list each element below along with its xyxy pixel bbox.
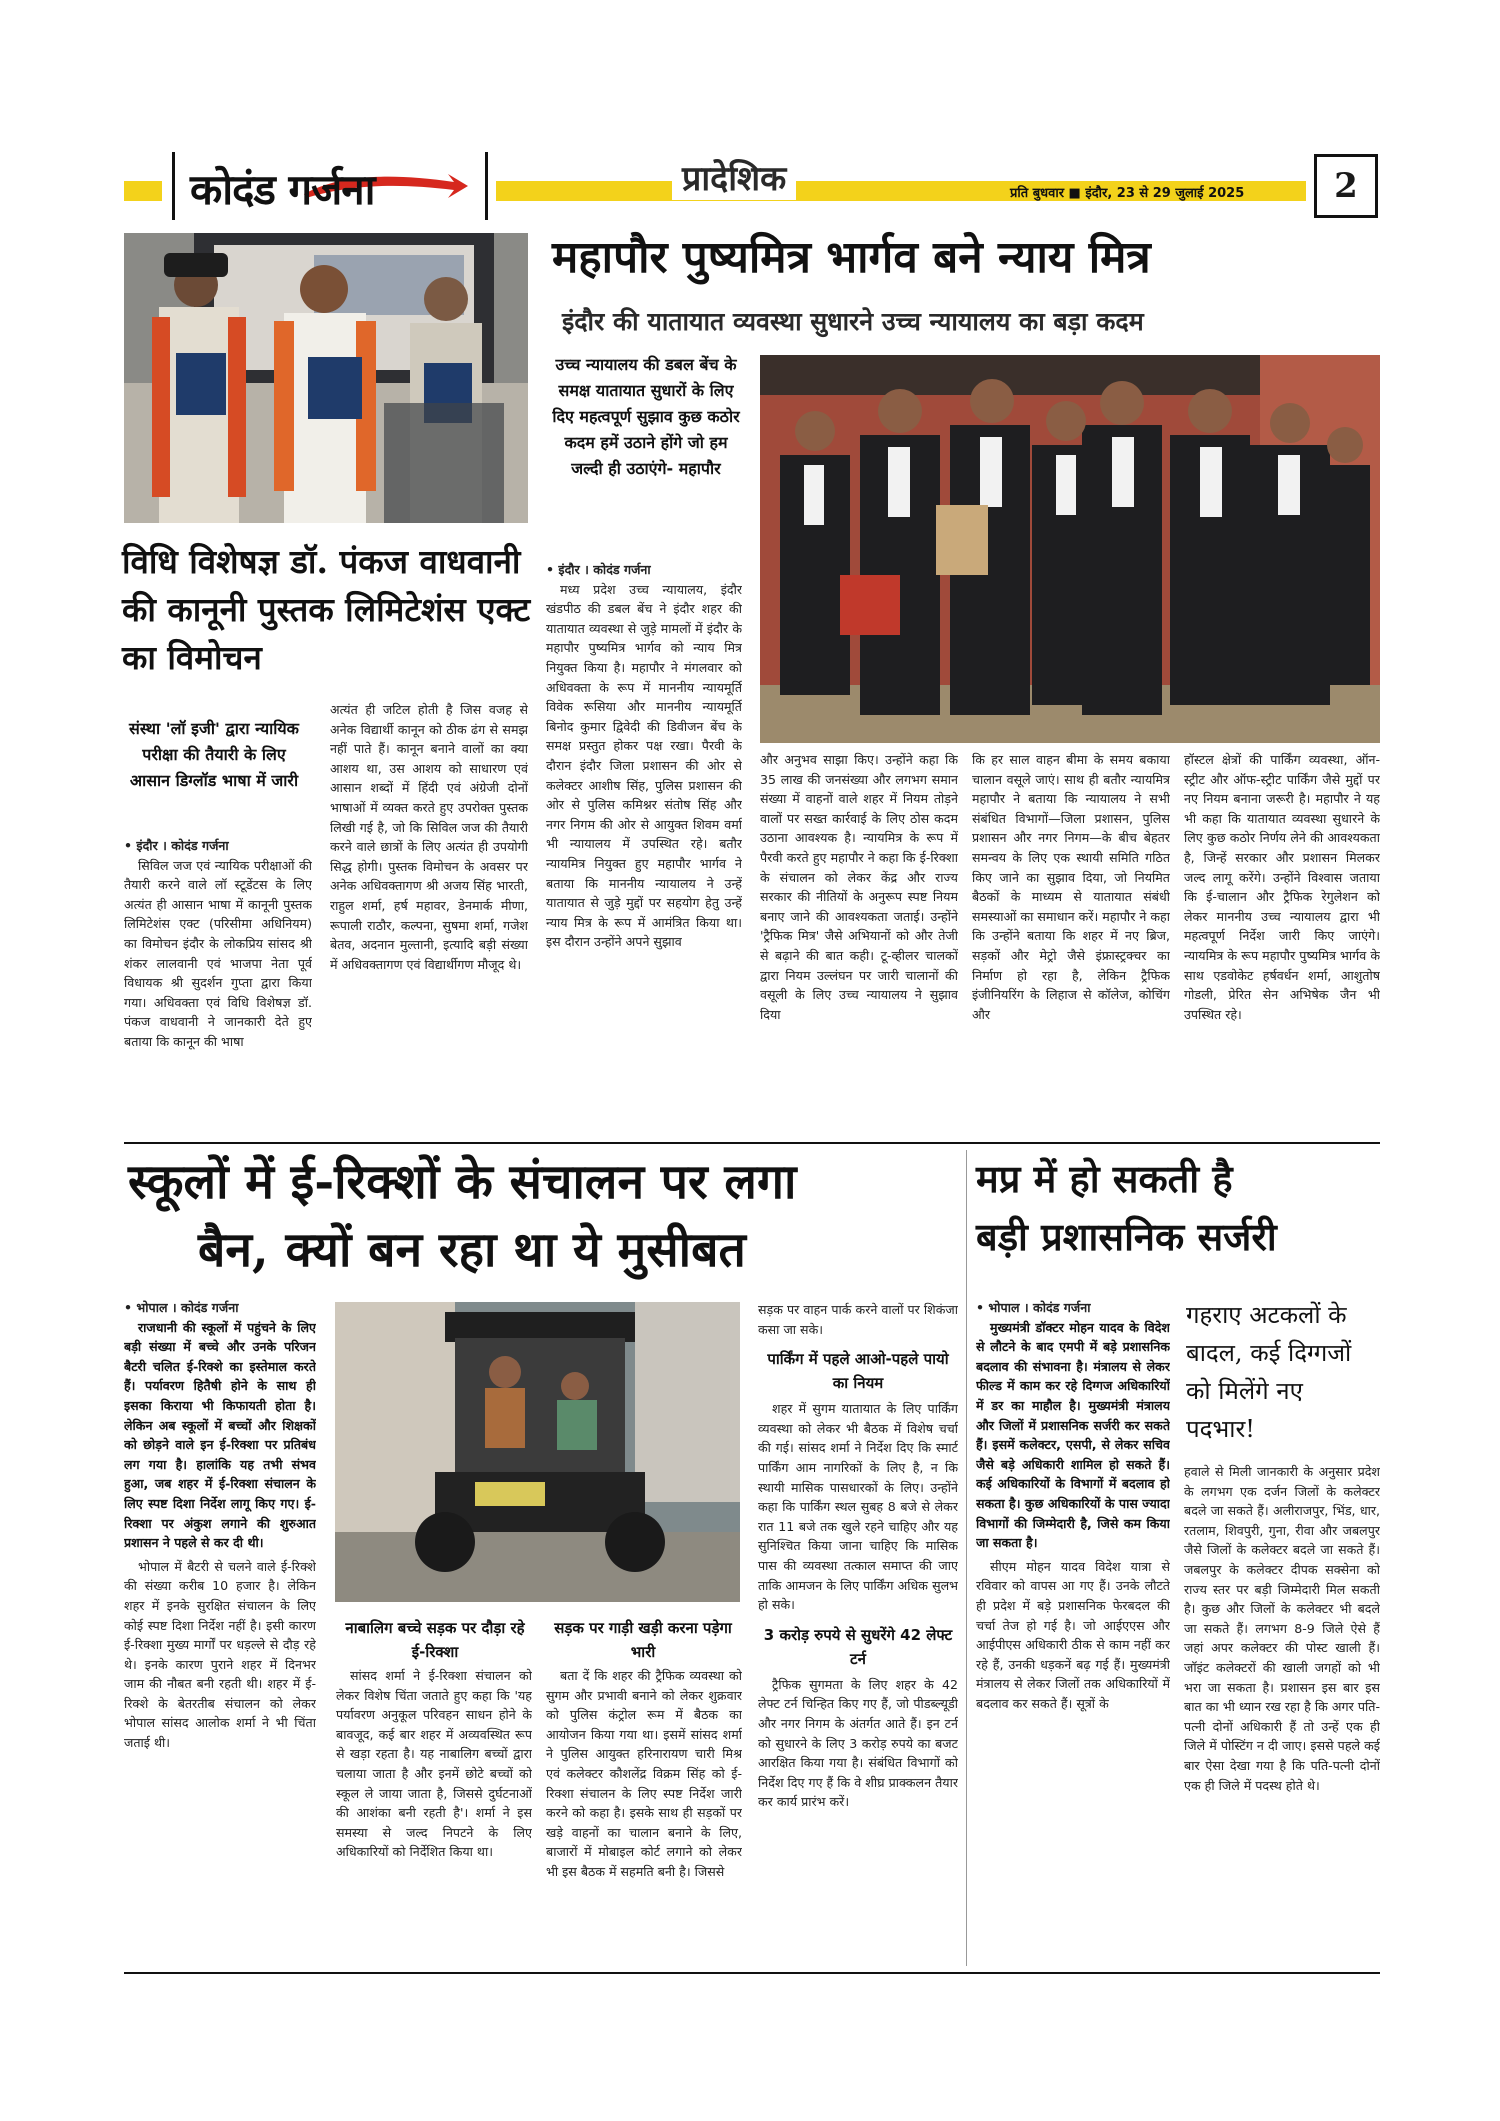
erickshaw-sub-5: 3 करोड़ रुपये से सुधरेंगे 42 लेफ्ट टर्न xyxy=(763,1625,953,1668)
mayor-text-4: हॉस्टल क्षेत्रों की पार्किंग व्यवस्था, ऑन-स्ट्रीट और ऑफ-स्ट्रीट पार्किंग जैसे मुद्दों पर नए नियम बनाना जरूरी है। महापौर ने यह भी कहा कि यातायात व्यवस्था सुधारने के लिए कुछ कठोर निर्णय लेने की आवश्यकता है, जिन्हें सरकार और प्रशासन मिलकर जल्द लागू करेंगे। उन्होंने विश्वास जताया कि ई-चालान और ट्रैफिक रेगुलेशन को लेकर माननीय उच्च न्यायालय द्वारा भी महत्वपूर्ण निर्देश जारी किए जाएंगे। न्यायमित्र के रूप महापौर पुष्यमित्र भार्गव के साथ एडवोकेट हर्षवर्धन शर्मा, आशुतोष गोडली, प्रेरित सेन अभिषेक जैन भी उपस्थित रहे। xyxy=(1184,752,1380,1022)
masthead-divider-right xyxy=(485,152,488,220)
mayor-lawyers-photo xyxy=(760,355,1380,743)
page-number-box xyxy=(1314,154,1378,218)
erickshaw-text-4b: शहर में सुगम यातायात के लिए पार्किंग व्यवस्था को लेकर भी बैठक में विशेष चर्चा की गई। सांसद शर्मा ने निर्देश दिए कि स्मार्ट पार्किंग आम नागरिकों के लिए है, न कि स्थायी मासिक पासधारकों के लिए। उन्होंने कहा कि पार्किंग स्थल सुबह 8 बजे से लेकर रात 11 बजे तक खुले रहने चाहिए और यह सुनिश्चित किया जाना चाहिए कि मासिक पास की व्यवस्था तत्काल समाप्त की जाए ताकि आमजन के लिए पार्किंग अधिक सुलभ हो सके। xyxy=(758,1401,958,1613)
surgery-column-2 xyxy=(1184,1462,1380,1964)
bottom-rule xyxy=(124,1972,1380,1974)
mayor-deck: उच्च न्यायालय की डबल बेंच के समक्ष यातायात सुधारों के लिए दिए महत्वपूर्ण सुझाव कुछ कठोर कदम हमें उठाने होंगे जो हम जल्दी ही उठाएंगे- महापौर xyxy=(552,355,740,478)
logo-text: कोदंड गर्जना xyxy=(190,165,375,214)
vidhi-subhead: संस्था 'लॉ इजी' द्वारा न्यायिक परीक्षा की तैयारी के लिए आसान डिग्लॉड भाषा में जारी xyxy=(129,719,299,790)
mayor-column-4 xyxy=(1184,750,1380,1132)
vidhi-column-2 xyxy=(330,700,528,1136)
surgery-headline-2: बड़ी प्रशासनिक सर्जरी xyxy=(976,1214,1277,1259)
mayor-dateline: • इंदौर । कोदंड गर्जना xyxy=(546,562,651,577)
issue-info: प्रति बुधवार ■ इंदौर, 23 से 29 जुलाई 2025 xyxy=(1010,186,1245,201)
erickshaw-sub-3: सड़क पर गाड़ी खड़ी करना पड़ेगा भारी xyxy=(554,1619,732,1661)
section-title: प्रादेशिक xyxy=(672,154,796,200)
vidhi-text-2: अत्यंत ही जटिल होती है जिस वजह से अनेक विद्यार्थी कानून को ठीक ढंग से समझ नहीं पाते हैं। कानून बनाने वालों का क्या आशय था, उस आशय को साधारण एवं आसान शब्दों में हिंदी एवं अंग्रेजी दोनों भाषाओं में व्यक्त करते हुए उपरोक्त पुस्तक लिखी गई है, जो कि सिविल जज की तैयारी करने वाले छात्रों के लिए अत्यंत ही उपयोगी सिद्ध होगी। पुस्तक विमोचन के अवसर पर अनेक अधिवक्तागण श्री अजय सिंह भारती, राहुल शर्मा, हर्ष महावर, डेनमार्क मीणा, रूपाली राठौर, कल्पना, सुषमा शर्मा, गजेश बेतव, अदनान मुल्तानी, इत्यादि बड़ी संख्या में अधिवक्तागण एवं विद्यार्थीगण मौजूद थे। xyxy=(330,702,528,972)
surgery-column-1 xyxy=(976,1298,1170,1964)
mayor-text-3: कि हर साल वाहन बीमा के समय बकाया चालान वसूले जाएं। साथ ही बतौर न्यायमित्र महापौर ने बताया कि न्यायालय ने सभी संबंधित विभागों—जिला प्रशासन, पुलिस प्रशासन और नगर निगम—के बीच बेहतर समन्वय के लिए एक स्थायी समिति गठित किए जाने का सुझाव दिया, जो नियमित बैठकों के माध्यम से यातायात संबंधी समस्याओं का समाधान करें। महापौर ने कहा कि उन्होंने बताया कि शहर में नए ब्रिज, सड़कों और मेट्रो जैसे इंफ्रास्ट्रक्चर का निर्माण हो रहा है, लेकिन ट्रैफिक इंजीनियरिंग के लिहाज से कॉलेज, कोचिंग और xyxy=(972,752,1170,1022)
erickshaw-photo xyxy=(335,1302,740,1602)
vidhi-column-1 xyxy=(124,836,312,1136)
mayor-text-2: और अनुभव साझा किए। उन्होंने कहा कि 35 लाख की जनसंख्या और लगभग समान संख्या में वाहनों वाले शहर में नियम तोड़ने वालों पर सख्त कार्रवाई के लिए ठोस कदम उठाना आवश्यक है। न्यायमित्र के रूप में पैरवी करते हुए महापौर ने कहा कि ई-रिक्शा के संचालन को लेकर केंद्र और राज्य सरकार की नीतियों के अनुरूप स्पष्ट नियम बनाए जाने की आवश्यकता जताई। उन्होंने 'ट्रैफिक मित्र' जैसे अभियानों को और तेजी से बढ़ाने की बात कही। टू-व्हीलर चालकों द्वारा नियम उल्लंघन पर जारी चालानों की वसूली के लिए उच्च न्यायालय ने सुझाव दिया xyxy=(760,752,958,1022)
erickshaw-lead-column xyxy=(124,1298,316,1958)
masthead-left-bar xyxy=(124,181,162,201)
mayor-text-1: मध्य प्रदेश उच्च न्यायालय, इंदौर खंडपीठ की डबल बेंच ने इंदौर शहर की यातायात व्यवस्था से जुड़े मामलों में इंदौर के महापौर पुष्यमित्र भार्गव को न्याय मित्र नियुक्त किया है। महापौर ने मंगलवार को अधिवक्ता के रूप में माननीय न्यायमूर्ति विवेक रूसिया और माननीय न्यायमूर्ति बिनोद कुमार द्विवेदी की डिवीजन बेंच के समक्ष प्रस्तुत होकर पक्ष रखा। पैरवी के दौरान इंदौर जिला प्रशासन की ओर से कलेक्टर आशीष सिंह, पुलिस प्रशासन की ओर से पुलिस कमिश्नर संतोष सिंह और नगर निगम की ओर से आयुक्त शिवम वर्मा भी न्यायालय में उपस्थित रहे। बतौर न्यायमित्र नियुक्त हुए महापौर भार्गव ने बताया कि माननीय न्यायालय ने उन्हें यातायात से जुड़े मुद्दों पर सहयोग हेतु उन्हें न्याय मित्र के रूप में आमंत्रित किया था। इस दौरान उन्होंने अपने सुझाव xyxy=(546,581,742,950)
erickshaw-text-4a: सड़क पर वाहन पार्क करने वालों पर शिकंजा कसा जा सके। xyxy=(758,1302,958,1337)
vidhi-dateline: • इंदौर । कोदंड गर्जना xyxy=(124,838,229,853)
surgery-lead: मुख्यमंत्री डॉक्टर मोहन यादव के विदेश से लौटने के बाद एमपी में बड़े प्रशासनिक बदलाव की संभावना है। मंत्रालय से लेकर फील्ड में काम कर रहे दिग्गज अधिकारियों में डर का माहौल है। मुख्यमंत्री मंत्रालय और जिलों में प्रशासनिक सर्जरी कर सकते हैं। इसमें कलेक्टर, एसपी, से लेकर सचिव जैसे बड़े अधिकारी शामिल हो सकते हैं। कई अधिकारियों के विभागों में बदलाव हो सकता है। कुछ अधिकारियों के पास ज्यादा विभागों की जिम्मेदारी है, जिसे कम किया जा सकता है। xyxy=(976,1319,1170,1551)
erickshaw-lead: राजधानी की स्कूलों में पहुंचने के लिए बड़ी संख्या में बच्चे और उनके परिजन बैटरी चलित ई-रिक्शे का इस्तेमाल करते हैं। पर्यावरण हितैषी होने के साथ ही इसका किराया भी किफायती होता है। लेकिन अब स्कूलों में बच्चों और शिक्षकों को छोड़ने वाले इन ई-रिक्शा पर प्रतिबंध लग गया है। हालांकि यह तभी संभव हुआ, जब शहर में ई-रिक्शा संचालन के लिए स्पष्ट दिशा निर्देश लागू किए गए। ई-रिक्शा पर अंकुश लगाने की शुरुआत प्रशासन ने पहले से कर दी थी। xyxy=(124,1319,316,1551)
erickshaw-dateline: • भोपाल । कोदंड गर्जना xyxy=(124,1300,239,1315)
erickshaw-text-4c: ट्रैफिक सुगमता के लिए शहर के 42 लेफ्ट टर्न चिन्हित किए गए हैं, जो पीडब्ल्यूडी और नगर निगम के अंतर्गत आते हैं। इन टर्न को सुधारने के लिए 3 करोड़ रुपये का बजट आरक्षित किया गया है। संबंधित विभागों को निर्देश दिए गए हैं कि वे शीघ्र प्राक्कलन तैयार कर कार्य प्रारंभ करें। xyxy=(758,1676,958,1810)
erickshaw-text-2: सांसद शर्मा ने ई-रिक्शा संचालन को लेकर विशेष चिंता जताते हुए कहा कि 'यह पर्यावरण अनुकूल परिवहन साधन होने के बावजूद, कई बार शहर में अव्यवस्थित रूप से खड़ा रहता है। यह नाबालिग बच्चों द्वारा चलाया जाता है और इनमें छोटे बच्चों को स्कूल ले जाया जाता है, जिससे दुर्घटनाओं की आशंका बनी रहती है'। शर्मा ने इस समस्या से जल्द निपटने के लिए अधिकारियों को निर्देशित किया था। xyxy=(336,1668,532,1860)
surgery-dateline: • भोपाल । कोदंड गर्जना xyxy=(976,1300,1091,1315)
surgery-text-1: सीएम मोहन यादव विदेश यात्रा से रविवार को वापस आ गए हैं। उनके लौटते ही प्रदेश में बड़े प्रशासनिक फेरबदल की चर्चा तेज हो गई है। जो आईएएस और आईपीएस अधिकारी ठीक से काम नहीं कर रहे हैं, उनकी धड़कनें बढ़ गई हैं। मुख्यमंत्री मंत्रालय से लेकर जिलों तक अधिकारियों में बदलाव कर सकते हैं। सूत्रों के xyxy=(976,1558,1170,1711)
mayor-column-3 xyxy=(972,750,1170,1132)
book-launch-photo xyxy=(124,233,528,523)
mayor-headline: महापौर पुष्यमित्र भार्गव बने न्याय मित्र xyxy=(552,232,1151,283)
erickshaw-column-3 xyxy=(546,1666,742,1964)
erickshaw-headline-2: बैन, क्यों बन रहा था ये मुसीबत xyxy=(198,1222,746,1278)
surgery-headline-1: मप्र में हो सकती है xyxy=(976,1156,1233,1201)
erickshaw-column-4 xyxy=(758,1300,958,1964)
masthead-logo xyxy=(186,158,476,216)
column-divider xyxy=(966,1150,967,1966)
erickshaw-column-2 xyxy=(336,1666,532,1964)
erickshaw-headline-1: स्कूलों में ई-रिक्शों के संचालन पर लगा xyxy=(128,1154,797,1210)
vidhi-text-1: सिविल जज एवं न्यायिक परीक्षाओं की तैयारी करने वाले लॉ स्टूडेंटस के लिए अत्यंत ही आसान भाषा में कानूनी पुस्तक लिमिटेशंस एक्ट (परिसीमा अधिनियम) का विमोचन इंदौर के लोकप्रिय सांसद श्री शंकर लालवानी एवं भाजपा नेता पूर्व विधायक श्री सुदर्शन गुप्ता द्वारा किया गया। अधिवक्ता एवं विधि विशेषज्ञ डॉ. पंकज वाधवानी ने जानकारी देते हुए बताया कि कानून की भाषा xyxy=(124,857,312,1049)
surgery-pull-quote: गहराए अटकलों के बादल, कई दिग्गजों को मिलेंगे नए पदभार! xyxy=(1186,1301,1352,1443)
surgery-text-2: हवाले से मिली जानकारी के अनुसार प्रदेश के लगभग एक दर्जन जिलों के कलेक्टर बदले जा सकते हैं। अलीराजपुर, भिंड, धार, रतलाम, शिवपुरी, गुना, रीवा और जबलपुर जैसे जिलों के कलेक्टर बदले जा सकते हैं। जबलपुर के कलेक्टर दीपक सक्सेना को राज्य स्तर पर बड़ी जिम्मेदारी मिल सकती है। कुछ और जिलों के कलेक्टर भी बदले जा सकते हैं। लगभग 8-9 जिले ऐसे हैं जहां अपर कलेक्टर की पोस्ट खाली हैं। जॉइंट कलेक्टरों की खाली जगहों को भी भरा जा सकता है। प्रशासन इस बार इस बात का भी ध्यान रख रहा है कि अगर पति-पत्नी दोनों अधिकारी हैं तो उन्हें एक ही जिले में पोस्टिंग न दी जाए। इससे पहले कई बार ऐसा देखा गया है कि पति-पत्नी दोनों एक ही जिले में पदस्थ होते थे। xyxy=(1184,1464,1380,1793)
vidhi-headline: विधि विशेषज्ञ डॉ. पंकज वाधवानी की कानूनी पुस्तक लिमिटेशंस एक्ट का विमोचन xyxy=(122,542,531,677)
page-number: 2 xyxy=(1334,166,1358,206)
erickshaw-text-1: भोपाल में बैटरी से चलने वाले ई-रिक्शे की संख्या करीब 10 हजार है। लेकिन शहर में इनके सुरक्षित संचालन के लिए कोई स्पष्ट दिशा निर्देश नहीं है। इसी कारण ई-रिक्शा मुख्य मार्गों पर धड़ल्ले से दौड़ रहे थे। इनके कारण पुराने शहर में दिनभर जाम की नौबत बनी रहती थी। शहर में ई-रिक्शे के बेतरतीब संचालन को लेकर भोपाल सांसद आलोक शर्मा ने भी चिंता जताई थी। xyxy=(124,1558,316,1751)
mayor-column-1 xyxy=(546,560,742,1132)
erickshaw-sub-2: नाबालिग बच्चे सड़क पर दौड़ा रहे ई-रिक्शा xyxy=(345,1619,525,1661)
mayor-column-2 xyxy=(760,750,958,1132)
section-divider xyxy=(124,1142,1380,1144)
erickshaw-text-3: बता दें कि शहर की ट्रैफिक व्यवस्था को सुगम और प्रभावी बनाने को लेकर शुक्रवार को पुलिस कंट्रोल रूम में बैठक का आयोजन किया गया था। इसमें सांसद शर्मा ने पुलिस आयुक्त हरिनारायण चारी मिश्र एवं कलेक्टर कौशलेंद्र विक्रम सिंह को ई-रिक्शा संचालन के लिए स्पष्ट निर्देश जारी करने को कहा है। इसके साथ ही सड़कों पर खड़े वाहनों का चालान बनाने के लिए, बाजारों में मोबाइल कोर्ट लगाने को लेकर भी इस बैठक में सहमति बनी है। जिससे xyxy=(546,1668,742,1879)
masthead-divider-left xyxy=(172,152,175,220)
mayor-subhead: इंदौर की यातायात व्यवस्था सुधारने उच्च न्यायालय का बड़ा कदम xyxy=(562,307,1144,336)
erickshaw-sub-4: पार्किंग में पहले आओ-पहले पायो का नियम xyxy=(767,1350,949,1393)
